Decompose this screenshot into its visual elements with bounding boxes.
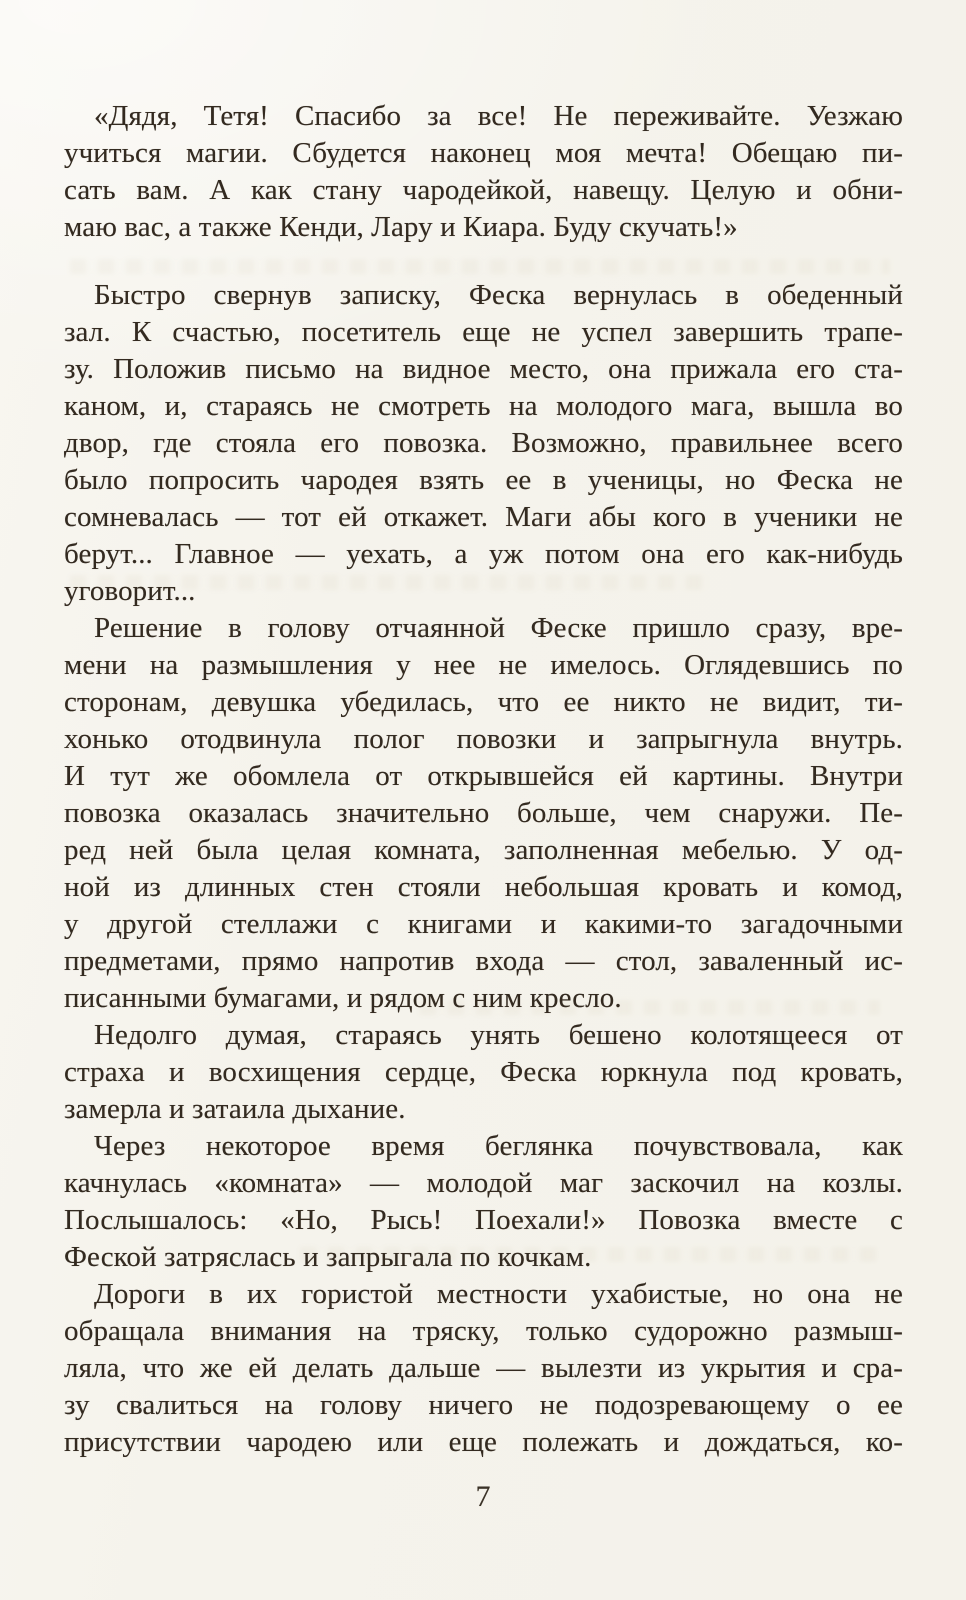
text-line: уговорит... — [64, 575, 196, 607]
paragraph — [64, 610, 903, 1017]
text-line: писанными бумагами, и рядом с ним кресло. — [64, 982, 622, 1014]
text-line: предметами, прямо напротив входа — стол, заваленный ис- — [64, 945, 903, 977]
text-line: хонько отодвинула полог повозки и запрыгнула внутрь. — [64, 723, 903, 755]
text-line: И тут же обомлела от открывшейся ей картины. Внутри — [64, 760, 903, 792]
text-line: каном, и, стараясь не смотреть на молодого мага, вышла во — [64, 390, 903, 422]
text-line: у другой стеллажи с книгами и какими-то загадочными — [64, 908, 903, 940]
text-line: зу свалиться на голову ничего не подозревающему о ее — [64, 1389, 903, 1421]
text-line: сторонам, девушка убедилась, что ее никто не видит, ти- — [64, 686, 903, 718]
text-line: Дороги в их гористой местности ухабистые, но она не — [94, 1278, 903, 1310]
text-line: мени на размышления у нее не имелось. Оглядевшись по — [64, 649, 903, 681]
text-line: обращала внимания на тряску, только судорожно размыш- — [64, 1315, 903, 1347]
text-line: Послышалось: «Но, Рысь! Поехали!» Повозка вместе с — [64, 1204, 903, 1236]
text-line: ляла, что же ей делать дальше — вылезти из укрытия и сра- — [64, 1352, 903, 1384]
text-line: присутствии чародею или еще полежать и дождаться, ко- — [64, 1426, 903, 1458]
text-line: было попросить чародея взять ее в ученицы, но Феска не — [64, 464, 903, 496]
text-line: Через некоторое время беглянка почувствовала, как — [94, 1130, 903, 1162]
text-line: маю вас, а также Кенди, Лару и Киара. Буду скучать!» — [64, 211, 738, 243]
text-line: повозка оказалась значительно больше, чем снаружи. Пе- — [64, 797, 903, 829]
text-line: страха и восхищения сердце, Феска юркнула под кровать, — [64, 1056, 903, 1088]
text-line: двор, где стояла его повозка. Возможно, правильнее всего — [64, 427, 903, 459]
text-line: берут... Главное — уехать, а уж потом она его как-нибудь — [64, 538, 903, 570]
text-line: Быстро свернув записку, Феска вернулась в обеденный — [94, 279, 903, 311]
text-line: замерла и затаила дыхание. — [64, 1093, 406, 1125]
page-number: 7 — [475, 1480, 491, 1513]
text-line: ной из длинных стен стояли небольшая кровать и комод, — [64, 871, 903, 903]
quote-paragraph — [64, 98, 903, 246]
paragraph — [64, 1128, 903, 1276]
text-line: ред ней была целая комната, заполненная мебелью. У од- — [64, 834, 903, 866]
text-line: зал. К счастью, посетитель еще не успел завершить трапе- — [64, 316, 903, 348]
text-line: зу. Положив письмо на видное место, она прижала его ста- — [64, 353, 903, 385]
paragraph — [64, 1017, 903, 1128]
text-line: сомневалась — тот ей откажет. Маги абы кого в ученики не — [64, 501, 903, 533]
text-line: Решение в голову отчаянной Феске пришло сразу, вре- — [94, 612, 903, 644]
text-line: Недолго думая, стараясь унять бешено колотящееся от — [94, 1019, 903, 1051]
text-line: «Дядя, Тетя! Спасибо за все! Не переживайте. Уезжаю — [94, 100, 903, 132]
text-line: сать вам. А как стану чародейкой, навещу. Целую и обни- — [64, 174, 903, 206]
paragraph — [64, 1276, 903, 1461]
paragraph — [64, 277, 903, 610]
text-line: качнулась «комната» — молодой маг заскочил на козлы. — [64, 1167, 903, 1199]
text-line: Феской затряслась и запрыгала по кочкам. — [64, 1241, 592, 1273]
page-text — [64, 98, 903, 1461]
text-line: учиться магии. Сбудется наконец моя мечта! Обещаю пи- — [64, 137, 903, 169]
